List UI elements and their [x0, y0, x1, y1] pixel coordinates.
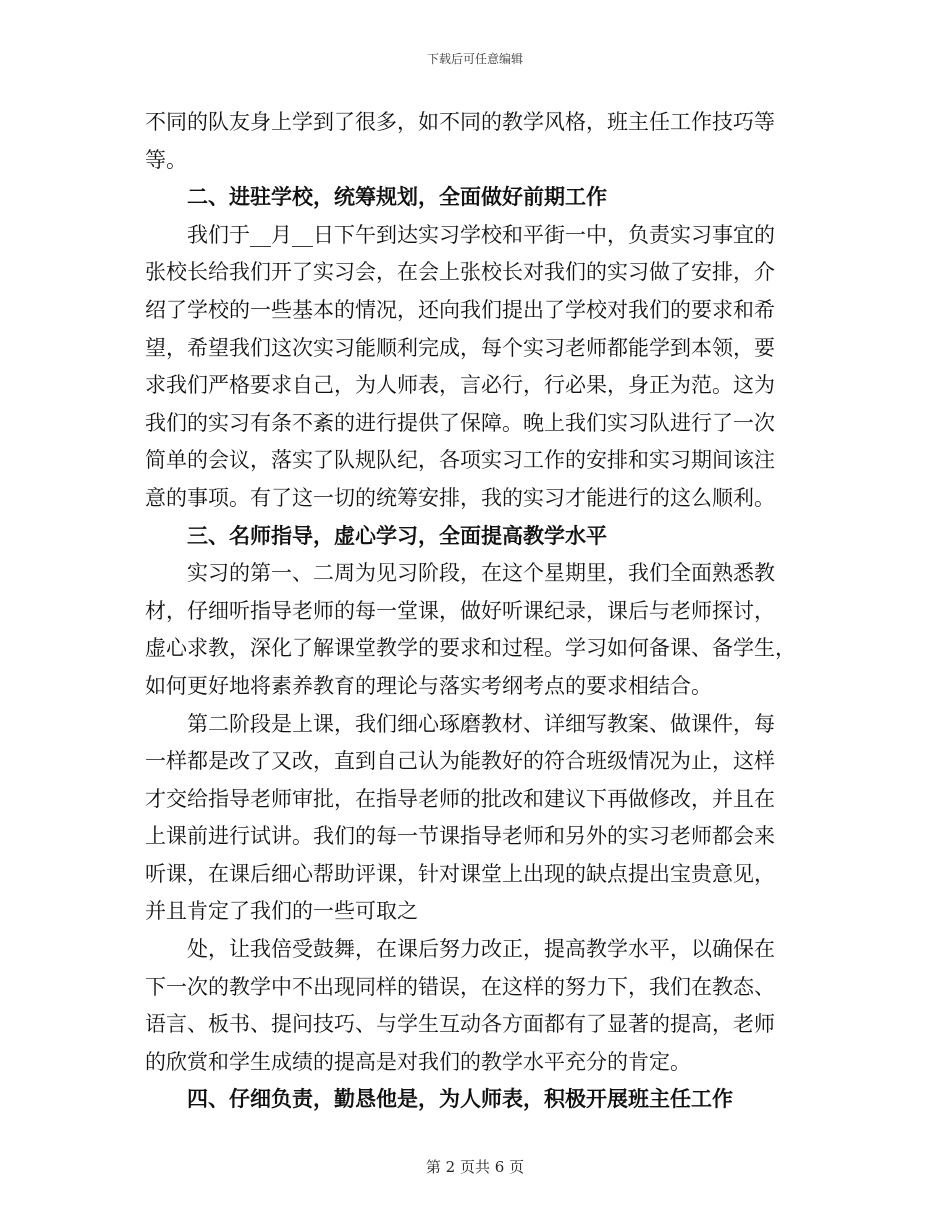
paragraph-line: 绍了学校的一些基本的情况，还向我们提出了学校对我们的要求和希 — [145, 297, 775, 322]
page-number: 第 2 页共 6 页 — [425, 1158, 525, 1176]
section-heading: 四、仔细负责，勤恳他是，为人师表，积极开展班主任工作 — [187, 1087, 733, 1112]
paragraph-line: 求我们严格要求自己，为人师表，言必行，行必果，身正为范。这为 — [145, 373, 775, 398]
paragraph-line: 一样都是改了又改，直到自己认为能教好的符合班级情况为止，这样 — [145, 749, 775, 774]
paragraph-line: 等。 — [145, 147, 187, 172]
paragraph-first-line: 实习的第一、二周为见习阶段，在这个星期里，我们全面熟悉教 — [187, 561, 775, 586]
section-heading: 二、进驻学校，统筹规划，全面做好前期工作 — [187, 185, 607, 210]
paragraph-line: 下一次的教学中不出现同样的错误，在这样的努力下，我们在教态、 — [145, 974, 775, 999]
paragraph-line: 意的事项。有了这一切的统筹安排，我的实习才能进行的这么顺利。 — [145, 485, 775, 510]
paragraph-line: 才交给指导老师审批，在指导老师的批改和建议下再做修改，并且在 — [145, 786, 775, 811]
paragraph-line: 虚心求教，深化了解课堂教学的要求和过程。学习如何备课、备学生， — [145, 636, 796, 661]
paragraph-first-line: 第二阶段是上课，我们细心琢磨教材、详细写教案、做课件，每 — [187, 711, 775, 736]
paragraph-first-line: 我们于__月__日下午到达实习学校和平街一中，负责实习事宜的 — [187, 222, 775, 247]
document-body — [145, 104, 805, 1119]
paragraph-line: 语言、板书、提问技巧、与学生互动各方面都有了显著的提高，老师 — [145, 1012, 775, 1037]
paragraph-line: 如何更好地将素养教育的理论与落实考纲考点的要求相结合。 — [145, 673, 712, 698]
paragraph-line: 张校长给我们开了实习会，在会上张校长对我们的实习做了安排，介 — [145, 260, 775, 285]
paragraph-line: 望，希望我们这次实习能顺利完成，每个实习老师都能学到本领，要 — [145, 335, 775, 360]
paragraph-line: 并且肯定了我们的一些可取之 — [145, 899, 418, 924]
paragraph-line: 上课前进行试讲。我们的每一节课指导老师和另外的实习老师都会来 — [145, 824, 775, 849]
paragraph-line: 材，仔细听指导老师的每一堂课，做好听课纪录，课后与老师探讨， — [145, 598, 775, 623]
paragraph-line: 我们的实习有条不紊的进行提供了保障。晚上我们实习队进行了一次 — [145, 410, 775, 435]
paragraph-line: 简单的会议，落实了队规队纪，各项实习工作的安排和实习期间该注 — [145, 448, 775, 473]
paragraph-line: 的欣赏和学生成绩的提高是对我们的教学水平充分的肯定。 — [145, 1049, 691, 1074]
paragraph-line: 不同的队友身上学到了很多，如不同的教学风格，班主任工作技巧等 — [145, 110, 775, 134]
paragraph-first-line: 处，让我倍受鼓舞，在课后努力改正，提高教学水平，以确保在 — [187, 937, 775, 962]
section-heading: 三、名师指导，虚心学习，全面提高教学水平 — [187, 523, 607, 548]
paragraph-line: 听课，在课后细心帮助评课，针对课堂上出现的缺点提出宝贵意见， — [145, 861, 775, 886]
page-header: 下载后可任意编辑 — [426, 52, 523, 66]
